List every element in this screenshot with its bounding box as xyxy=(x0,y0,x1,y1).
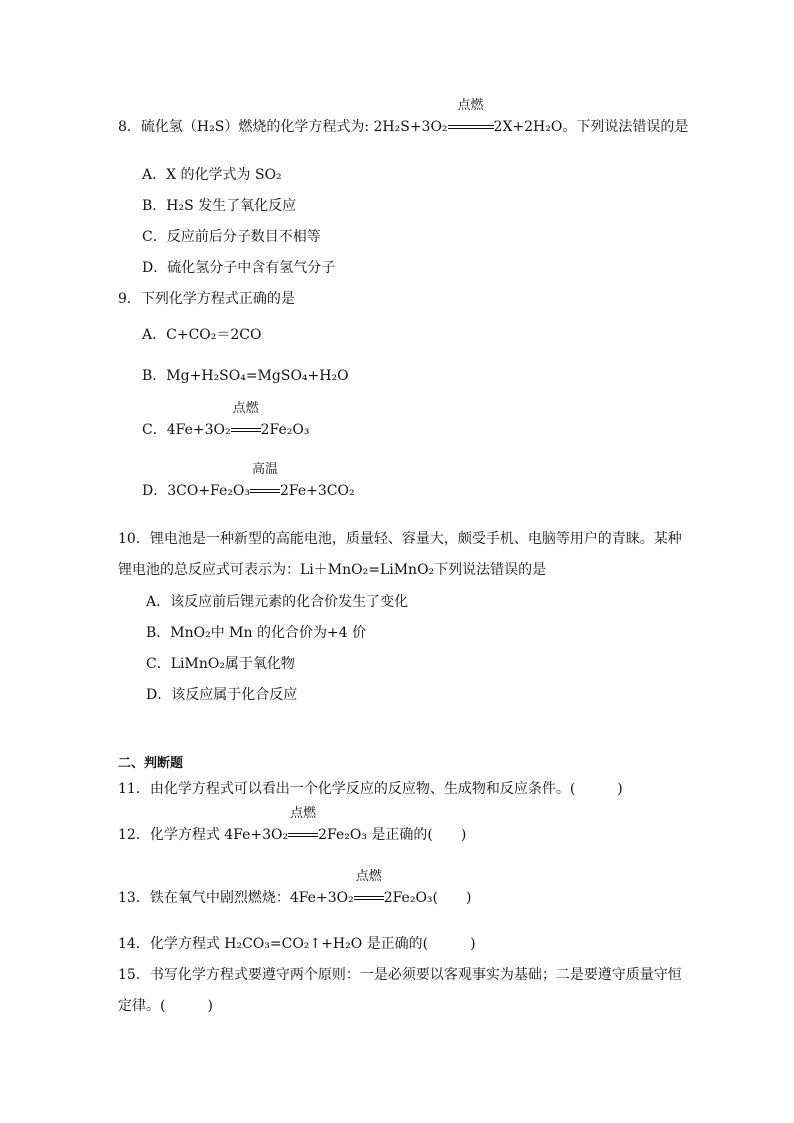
q9-option-d xyxy=(142,462,355,501)
q13-eq-right: 2Fe₂O₃ xyxy=(383,890,433,906)
q12-pre: 12．化学方程式 xyxy=(118,827,225,843)
q10-option-b: B．MnO₂中 Mn 的化合价为+4 价 xyxy=(146,625,367,641)
q9-option-d-right: 2Fe+3CO₂ xyxy=(280,483,355,499)
q13-pre: 13．铁在氧气中剧烈燃烧： xyxy=(118,890,290,906)
q12-arrow xyxy=(288,806,318,845)
q9-option-d-label: D． xyxy=(142,483,168,499)
q9-option-c-left: 4Fe+3O₂ xyxy=(166,422,231,438)
q15-line1: 15．书写化学方程式要遵守两个原则：一是必须要以客观事实为基础；二是要遵守质量守恒 xyxy=(118,967,682,983)
q9-option-c-right: 2Fe₂O₃ xyxy=(260,422,310,438)
q8-stem-post: 。下列说法错误的是 xyxy=(562,119,689,135)
q9-option-b-label: B． xyxy=(142,368,167,384)
q9-option-b xyxy=(142,366,349,386)
q10-option-d: D．该反应属于化合反应 xyxy=(146,687,298,703)
q8-option-b: B．H₂S 发生了氧化反应 xyxy=(142,198,297,214)
q12-condition: 点燃 xyxy=(290,806,317,821)
q12-eq-right: 2Fe₂O₃ xyxy=(318,827,367,843)
q13 xyxy=(118,869,472,908)
q13-post: ( ) xyxy=(432,890,472,906)
q9-option-a-label: A． xyxy=(142,327,167,343)
section-heading: 二、判断题 xyxy=(118,756,184,771)
q13-arrow xyxy=(354,869,384,908)
q10-stem-line2: 锂电池的总反应式可表示为：Li＋MnO₂=LiMnO₂下列说法错误的是 xyxy=(118,562,547,578)
q15-line2: 定律。( ) xyxy=(118,998,213,1014)
q8-option-c: C．反应前后分子数目不相等 xyxy=(142,229,321,245)
q10-stem-line1: 10．锂电池是一种新型的高能电池，质量轻、容量大，颇受手机、电脑等用户的青睐。某种 xyxy=(118,531,682,547)
q9-option-c-label: C． xyxy=(142,422,167,438)
q9-option-d-condition: 高温 xyxy=(251,462,278,477)
q8-eq-right: 2X+2H₂O xyxy=(493,119,563,135)
q8-stem xyxy=(118,98,689,137)
q9-option-a-eq: C+CO₂＝2CO xyxy=(166,327,262,343)
q8-stem-text: 8．硫化氢（H₂S）燃烧的化学方程式为: xyxy=(118,119,374,135)
q11: 11．由化学方程式可以看出一个化学反应的反应物、生成物和反应条件。( ) xyxy=(118,781,623,797)
q8-option-d: D．硫化氢分子中含有氢气分子 xyxy=(142,260,336,276)
q10-option-a: A．该反应前后锂元素的化合价发生了变化 xyxy=(146,594,409,610)
q9-option-b-eq: Mg+H₂SO₄=MgSO₄+H₂O xyxy=(166,368,349,384)
q8-eq-left: 2H₂S+3O₂ xyxy=(373,119,448,135)
q9-option-c-arrow xyxy=(231,401,261,440)
q9-option-d-arrow xyxy=(250,462,280,501)
q8-option-a: A．X 的化学式为 SO₂ xyxy=(142,167,282,183)
q13-eq-left: 4Fe+3O₂ xyxy=(289,890,354,906)
q14: 14．化学方程式 H₂CO₃=CO₂↑+H₂O 是正确的( ) xyxy=(118,936,476,952)
q9-option-a xyxy=(142,325,261,345)
q13-condition: 点燃 xyxy=(355,869,382,884)
q12 xyxy=(118,806,467,845)
q8-condition-arrow xyxy=(448,98,494,137)
q9-stem: 9．下列化学方程式正确的是 xyxy=(118,291,295,307)
q8-condition: 点燃 xyxy=(457,98,484,113)
q12-eq-left: 4Fe+3O₂ xyxy=(224,827,289,843)
q9-option-c xyxy=(142,401,310,440)
q10-option-c: C．LiMnO₂属于氧化物 xyxy=(146,656,295,672)
q12-post: 是正确的( ) xyxy=(366,827,467,843)
q9-option-c-condition: 点燃 xyxy=(232,401,259,416)
q9-option-d-left: 3CO+Fe₂O₃ xyxy=(167,483,250,499)
